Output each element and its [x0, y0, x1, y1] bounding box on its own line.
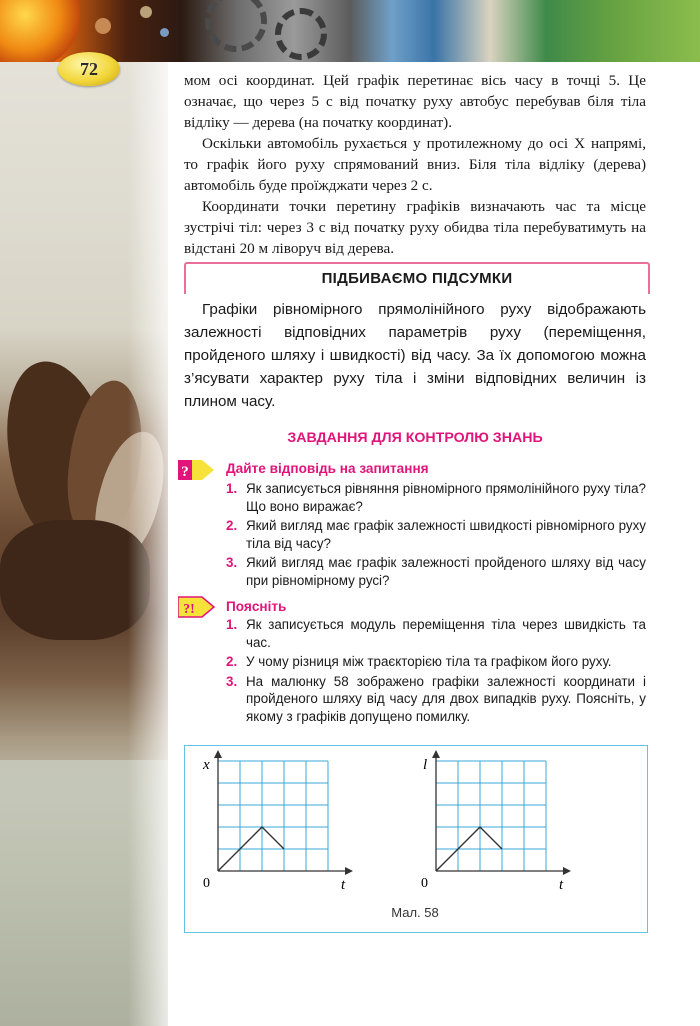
figure-caption: Мал. 58 [391, 905, 439, 920]
list-item [226, 480, 646, 515]
answer-section-heading: Дайте відповідь на запитання [226, 461, 429, 476]
gear-graphic [205, 0, 267, 52]
question-number: 1. [226, 617, 238, 632]
figure-graphs [185, 746, 647, 906]
left-x-arrow [345, 867, 353, 875]
tasks-title: ЗАВДАННЯ ДЛЯ КОНТРОЛЮ ЗНАНЬ [287, 430, 543, 446]
paragraph-text: Оскільки автомобіль рухається у протилежному до осі X напрямі, то графік його руху спрямований вниз. Біля тіла відліку (дерева) автомобіль буде проїжджати через 2 с. [184, 135, 646, 194]
right-x-arrow [563, 867, 571, 875]
question-text: Як записується модуль переміщення тіла через швидкість та час. [246, 617, 646, 650]
main-text [184, 70, 646, 259]
decorative-side-image [0, 0, 168, 1026]
question-text: У чому різниця між траєкторією тіла та графіком його руху. [246, 654, 612, 669]
top-decorative-banner [0, 0, 700, 62]
list-item [226, 554, 646, 589]
paragraph [184, 70, 646, 133]
summary-text: Графіки рівномірного прямолінійного руху відображають залежності відповідних параметрів руху (переміщення, пройденого шляху і швидкості) від часу. За їх допомогою можна з’ясувати характер руху тіла і зміни відповідних величин із плином часу. [184, 301, 646, 410]
paragraph-text: Координати точки перетину графіків визначають час та місце зустрічі тіл: через 3 с від початку руху обидва тіла перебуватимуть на відстані 20 м ліворуч від дерева. [184, 198, 646, 257]
left-y-arrow [214, 750, 222, 758]
question-text: Який вигляд має графік залежності пройденого шляху від часу при рівномірному русі? [246, 555, 646, 588]
paragraph [184, 133, 646, 196]
paragraph [184, 196, 646, 259]
question-text: На малюнку 58 зображено графіки залежності координати і пройденого шляху від часу для двох випадків руху. Поясніть, у якому з графіків допущено помилку. [246, 673, 646, 724]
right-graph [421, 750, 571, 893]
explain-icon [178, 595, 218, 619]
paragraph-text: мом осі координат. Цей графік перетинає вісь часу в точці 5. Це означає, що через 5 с від початку руху автобус перебував біля тіла відліку — дерева (на початку координат). [184, 72, 646, 131]
question-icon-label: ? [181, 464, 189, 480]
fade-overlay [128, 0, 168, 1026]
right-y-label: l [423, 757, 428, 773]
question-text: Який вигляд має графік залежності швидкості рівномірного руху тіла від часу? [246, 518, 646, 551]
explain-question-list [226, 616, 646, 727]
planet-graphic [140, 6, 152, 18]
list-item [226, 517, 646, 552]
question-number: 3. [226, 673, 238, 689]
right-x-label: t [559, 877, 564, 893]
page-number: 72 [58, 52, 120, 86]
summary-title: ПІДБИВАЄМО ПІДСУМКИ [321, 270, 513, 287]
question-number: 2. [226, 654, 238, 669]
explain-icon-label: ?! [183, 602, 195, 617]
question-icon [178, 458, 218, 482]
gear-graphic [275, 8, 327, 60]
right-origin-label: 0 [421, 876, 428, 891]
question-number: 3. [226, 555, 238, 570]
left-graph [202, 750, 353, 893]
list-item [226, 653, 646, 671]
left-y-label: x [203, 757, 210, 773]
right-y-arrow [432, 750, 440, 758]
list-item [226, 673, 646, 726]
question-number: 2. [226, 518, 238, 533]
planet-graphic [95, 18, 111, 34]
answer-question-list [226, 480, 646, 591]
summary-header-box [184, 262, 650, 294]
list-item [226, 616, 646, 651]
explain-section-heading: Поясніть [226, 599, 287, 614]
question-number: 1. [226, 481, 238, 496]
left-x-label: t [341, 877, 346, 893]
sun-graphic [0, 0, 80, 62]
planet-graphic [160, 28, 169, 37]
question-text: Як записується рівняння рівномірного прямолінійного руху тіла? Що воно виражає? [246, 481, 646, 514]
left-origin-label: 0 [203, 876, 210, 891]
